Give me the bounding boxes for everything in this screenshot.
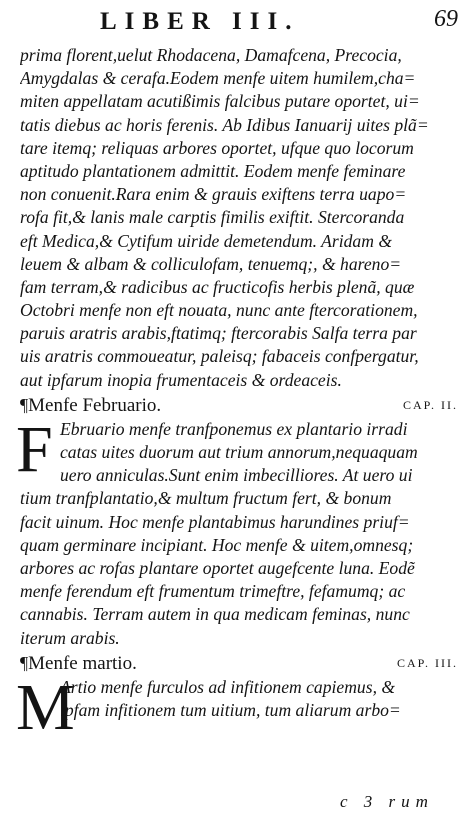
text-line: miten appellatam acutißimis falcibus putare oportet, ui= bbox=[20, 91, 420, 112]
drop-cap: F bbox=[16, 412, 53, 486]
text-line: eft Medica,& Cytifum uiride demetendum. Aridam & bbox=[20, 230, 393, 251]
drop-cap: M bbox=[16, 670, 75, 744]
chapter-number: CAP. II. bbox=[402, 397, 458, 412]
text-line: Amygdalas & cerafa.Eodem menfe uitem humilem,cha= bbox=[20, 68, 416, 89]
text-line: cannabis. Terram autem in qua medicam feminas, nunc bbox=[20, 604, 410, 625]
text-line: aut ipfarum inopia frumentaceis & ordeaceis. bbox=[20, 369, 342, 390]
text-line: facit uinum. Hoc menfe plantabimus harundines priuf= bbox=[20, 511, 410, 532]
text-line: Ebruario menfe tranfponemus ex plantario irradi bbox=[60, 418, 408, 439]
text-line: iterum arabis. bbox=[20, 627, 120, 648]
pilcrow-mark: ¶ bbox=[20, 652, 29, 673]
text-line: rofa fit,& lanis male carptis fimilis exiftit. Stercoranda bbox=[20, 207, 405, 228]
pilcrow-mark: ¶ bbox=[20, 394, 29, 415]
text-line: arbores ac rofas plantare oportet augefcente luna. Eodẽ bbox=[20, 557, 415, 578]
paragraph-february bbox=[16, 412, 460, 650]
text-line: prima florent,uelut Rhodacena, Damafcena, Precocia, bbox=[20, 45, 402, 65]
text-line: uis aratris commoueatur, paleisq; fabaceis confpergatur, bbox=[20, 346, 419, 367]
paragraph-january-continued bbox=[20, 44, 460, 392]
section-heading-march bbox=[20, 650, 460, 676]
section-title: Menfe martio. bbox=[28, 652, 137, 674]
text-line: Artio menfe furculos ad infitionem capiemus, & bbox=[60, 676, 396, 697]
page-number: 69 bbox=[434, 6, 458, 32]
text-line: leuem & albam & colliculofam, tenuemq;, & hareno= bbox=[20, 253, 402, 274]
text-line: tium tranfplantatio,& multum fructum fert, & bonum bbox=[20, 488, 392, 509]
text-line: tare itemq; reliquas arbores oportet, ufque quo locorum bbox=[20, 137, 414, 158]
text-line: tatis diebus ac horis ferenis. Ab Idibus Ianuarij uites plã= bbox=[20, 114, 429, 135]
page-header bbox=[0, 8, 472, 38]
text-line: uero anniculas.Sunt enim imbecilliores. At uero ui bbox=[60, 465, 413, 486]
text-line: paruis aratris arabis,ftatimq; ftercorabis Salfa terra par bbox=[20, 323, 417, 344]
text-line: ipfam infitionem tum uitium, tum aliarum arbo= bbox=[60, 699, 401, 720]
paragraph-march bbox=[16, 670, 460, 744]
text-line: quam germinare incipiant. Hoc menfe & uitem,omnesq; bbox=[20, 534, 414, 555]
text-line: catas uites duorum aut trium annorum,nequaquam bbox=[60, 442, 418, 462]
section-heading-february bbox=[20, 392, 460, 418]
text-line: fam terram,& radicibus ac fructicofis herbis plenã, quæ bbox=[20, 276, 415, 297]
text-line: menfe ferendum eft frumentum trimeftre, fefamumq; ac bbox=[20, 581, 406, 602]
chapter-number: CAP. III. bbox=[396, 655, 458, 670]
text-line: Octobri menfe non eft nouata, nunc ante ftercorationem, bbox=[20, 300, 418, 321]
text-line: non conuenit.Rara enim & grauis exiftens terra uapo= bbox=[20, 184, 407, 205]
signature-catchword: c 3 rum bbox=[340, 792, 434, 811]
section-title: Menfe Februario. bbox=[28, 394, 162, 416]
text-line: aptitudo plantationem admittit. Eodem menfe feminare bbox=[20, 160, 406, 181]
text-body bbox=[16, 44, 460, 744]
running-head: LIBER III. bbox=[100, 8, 300, 35]
